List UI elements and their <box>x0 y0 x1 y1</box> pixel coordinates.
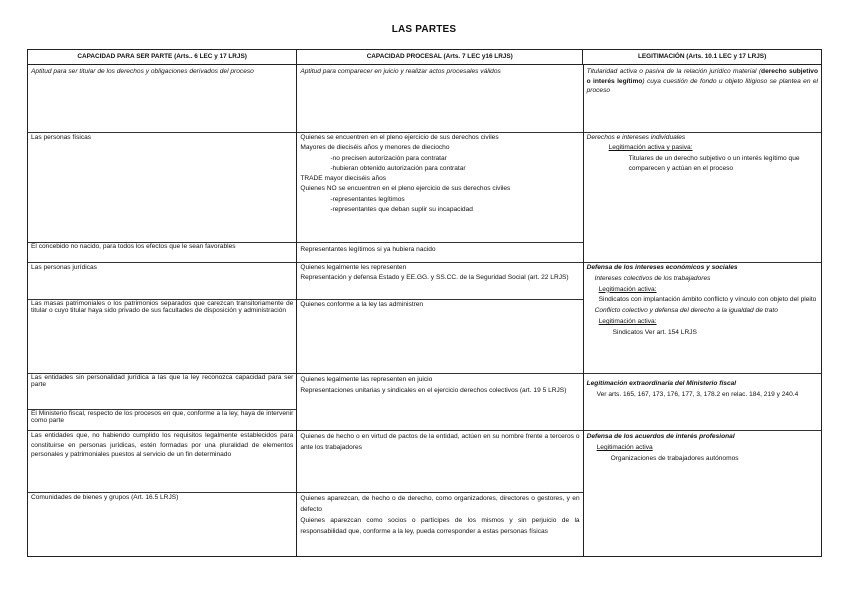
section-text: Ver arts. 165, 167, 173, 176, 177, 3, 178.2 en relac. 184, 219 y 240.4 <box>596 391 799 398</box>
section-title: Legitimación extraordinaria del Ministerio fiscal <box>586 380 737 387</box>
definition-capacidad-parte: Aptitud para ser titular de los derechos y obligaciones derivados del proceso <box>31 68 254 75</box>
row-personas-juridicas: Las personas jurídicas <box>28 262 296 273</box>
text-line: Quienes legalmente les representen <box>300 264 407 271</box>
section-subtitle: Legitimación activa: <box>598 285 657 293</box>
column-capacidad-procesal <box>296 65 582 556</box>
row-entidades-sin-personalidad: Las entidades sin personalidad jurídica a las que la ley reconozca capacidad para ser parte <box>28 373 296 389</box>
text-line: Representaciones unitarias y sindicales en el ejercicio derechos colectivos (art. 19 5 LRJS) <box>300 387 567 394</box>
definition-legitimacion <box>584 67 821 96</box>
text-line: Quienes aparezcan como socios o partícipes de los mismos y sin perjuicio de la responsabilidad que, conforme a la ley, pueda corresponder a estas personas físicas <box>300 517 580 535</box>
cell-entidades-procesal <box>297 373 582 396</box>
section-text: Conflicto colectivo y defensa del derecho a la igualdad de trato <box>594 307 778 315</box>
section-text: Sindicatos Ver art. 154 LRJS <box>612 328 697 336</box>
cell-entidades-no-constituidas-procesal: Quienes de hecho o en virtud de pactos de la entidad, actúen en su nombre frente a terceros o ante los trabajadores <box>297 430 582 453</box>
cell-concebido-procesal: Representantes legítimos si ya hubiera nacido <box>297 242 582 255</box>
text-line: Quienes NO se encuentren en el pleno ejercicio de sus derechos civiles <box>300 185 511 193</box>
row-comunidades-bienes: Comunidades de bienes y grupos (Art. 16.5 LRJS) <box>28 492 296 503</box>
section-subtitle: Legitimación activa y pasiva: <box>608 144 693 152</box>
section-ministerio-fiscal <box>584 373 821 400</box>
section-text: Intereses colectivos de los trabajadores <box>594 274 711 282</box>
row-concebido: El concebido no nacido, para todos los efectos que le sean favorables <box>28 242 296 251</box>
text-span: Titularidad activa o pasiva de la relación jurídico material ( <box>586 68 762 75</box>
section-text: Sindicatos con implantación ámbito conflicto y vínculo con objeto del pleito <box>598 296 817 304</box>
row-entidades-no-constituidas: Las entidades que, no habiendo cumplido los requisitos legalmente establecidos para constituirse en personas jurídicas, estén formadas por una pluralidad de elementos personales y patrimoniales puestos al servicio de un fin determinado <box>28 430 296 460</box>
section-text: Titulares de un derecho subjetivo o un interés legítimo que comparecen y actúan en el proceso <box>628 154 800 172</box>
parties-table <box>27 49 822 557</box>
cell-masas-procesal: Quienes conforme a la ley las administren <box>297 299 582 310</box>
page-title: LAS PARTES <box>391 24 457 35</box>
section-intereses-economicos <box>584 262 821 339</box>
text-line: Representación y defensa Estado y EE.GG. y SS.CC. de la Seguridad Social (art. 22 LRJS) <box>300 273 569 281</box>
section-title: Defensa de los acuerdos de interés profesional <box>586 433 735 440</box>
text-line: Mayores de dieciséis años y menores de dieciocho <box>300 144 450 152</box>
column-capacidad-parte <box>28 65 296 556</box>
header-capacidad-parte: CAPACIDAD PARA SER PARTE (Arts.. 6 LEC y 17 LRJS) <box>77 53 247 60</box>
section-subtitle: Legitimación activa <box>596 444 653 451</box>
row-masas-patrimoniales: Las masas patrimoniales o los patrimonios separados que carezcan transitoriamente de titular o cuyo titular haya sido privado de sus facultades de disposición y administración <box>28 299 296 315</box>
section-text: Organizaciones de trabajadores autónomos <box>610 455 739 462</box>
header-legitimacion: LEGITIMACIÓN (Arts. 10.1 LEC y 17 LRJS) <box>582 50 821 64</box>
column-legitimacion <box>583 65 821 556</box>
table-header <box>28 50 821 65</box>
text-line: Quienes aparezcan, de hecho o de derecho, como organizadores, directores o gestores, y en defecto <box>300 495 580 513</box>
cell-personas-fisicas-procesal <box>297 132 582 215</box>
text-line: -hubieran obtenido autorización para contratar <box>330 164 466 172</box>
cell-personas-juridicas-procesal <box>297 262 582 282</box>
definition-capacidad-procesal: Aptitud para comparecer en juicio y realizar actos procesales válidos <box>300 68 501 75</box>
text-span: ) cuya cuestión de fondo u objeto litigioso se plantea en el proceso <box>586 77 819 95</box>
text-line: Quienes se encuentren en el pleno ejercicio de sus derechos civiles <box>300 134 499 141</box>
cell-comunidades-procesal <box>297 492 582 537</box>
text-line: -representantes que deban suplir su incapacidad <box>330 206 473 214</box>
section-title: Derechos e intereses individuales <box>586 134 686 141</box>
text-line: TRADE mayor dieciséis años <box>300 175 387 183</box>
section-title: Defensa de los intereses económicos y sociales <box>586 264 738 271</box>
text-line: Quienes legalmente las representen en juicio <box>300 376 433 383</box>
row-ministerio-fiscal: El Ministerio fiscal, respecto de los procesos en que, conforme a la ley, haya de intervenir como parte <box>28 409 296 425</box>
row-personas-fisicas: Las personas físicas <box>28 132 296 143</box>
text-line: -no precisen autorización para contratar <box>330 154 447 162</box>
section-subtitle: Legitimación activa: <box>598 317 657 325</box>
section-derechos-individuales <box>584 132 821 174</box>
section-acuerdos-profesional <box>584 430 821 464</box>
text-line: -representantes legítimos <box>330 195 405 203</box>
header-capacidad-procesal: CAPACIDAD PROCESAL (Arts. 7 LEC y16 LRJS) <box>296 50 582 64</box>
text-span: derecho subjetivo o interés legítimo <box>586 68 819 85</box>
